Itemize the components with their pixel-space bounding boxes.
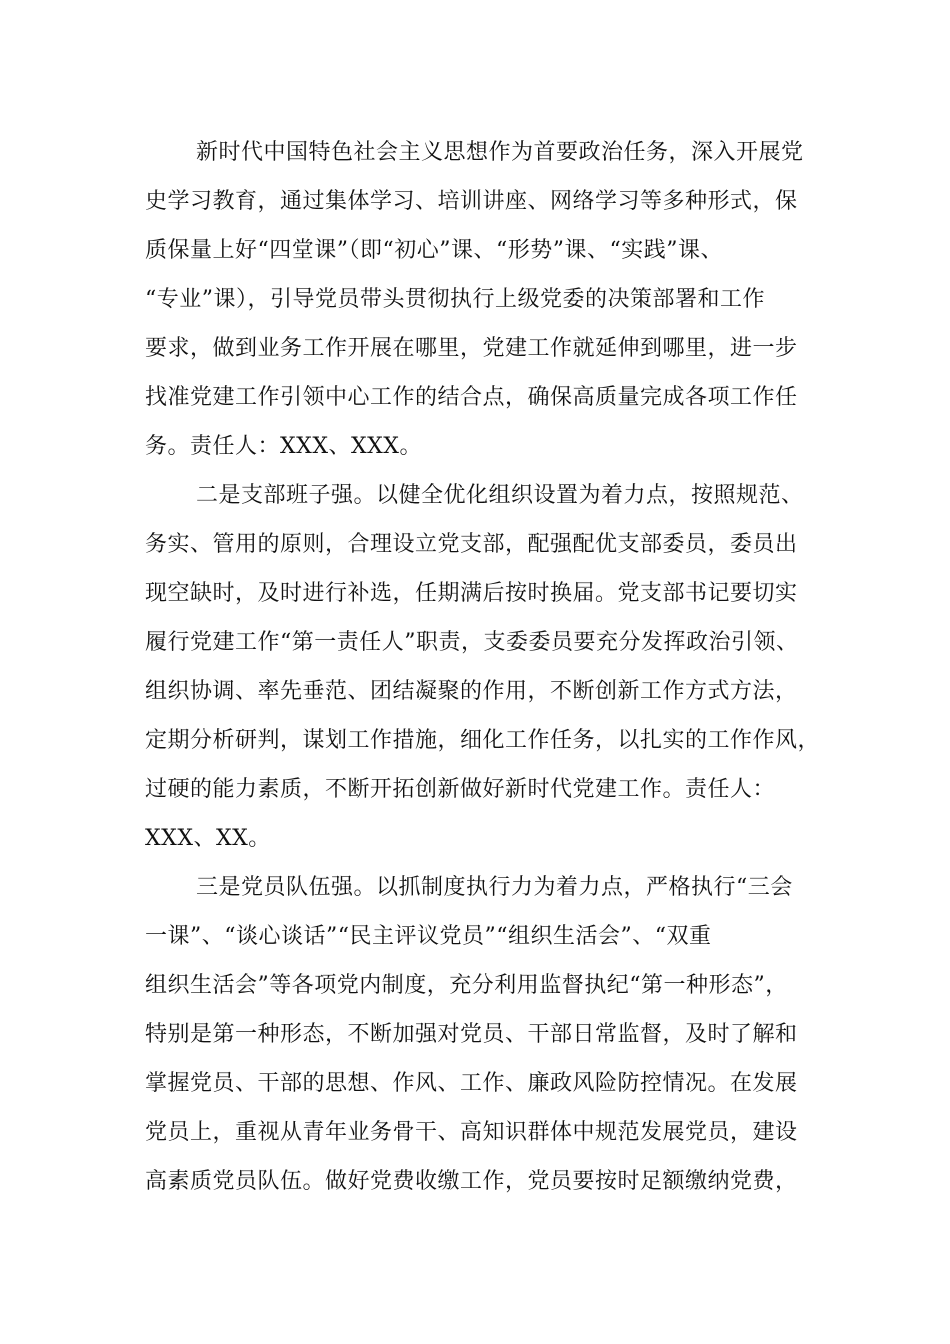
- paragraph-line: 一课”、“谈心谈话”“民主评议党员”“组织生活会”、“双重: [145, 924, 712, 949]
- paragraph-line: 党员上，重视从青年业务骨干、高知识群体中规范发展党员，建设: [145, 1120, 798, 1145]
- paragraph-line: 务。责任人：XXX、XXX。: [145, 434, 422, 459]
- paragraph-line: 三是党员队伍强。以抓制度执行力为着力点，严格执行“三会: [196, 875, 793, 900]
- paragraph-line: 二是支部班子强。以健全优化组织设置为着力点，按照规范、: [196, 483, 804, 508]
- paragraph-line: XXX、XX。: [145, 826, 271, 851]
- paragraph-line: 现空缺时，及时进行补选，任期满后按时换届。党支部书记要切实: [145, 581, 798, 606]
- paragraph-line: 高素质党员队伍。做好党费收缴工作，党员要按时足额缴纳党费，: [145, 1169, 798, 1194]
- paragraph-line: 定期分析研判，谋划工作措施，细化工作任务，以扎实的工作作风，: [145, 728, 821, 753]
- paragraph-line: 要求，做到业务工作开展在哪里，党建工作就延伸到哪里，进一步: [145, 336, 798, 361]
- paragraph-line: 过硬的能力素质，不断开拓创新做好新时代党建工作。责任人：: [145, 777, 776, 802]
- paragraph-line: 特别是第一种形态，不断加强对党员、干部日常监督，及时了解和: [145, 1022, 798, 1047]
- paragraph-line: 找准党建工作引领中心工作的结合点，确保高质量完成各项工作任: [145, 385, 798, 410]
- paragraph-line: 新时代中国特色社会主义思想作为首要政治任务，深入开展党: [196, 140, 804, 165]
- paragraph-line: 组织协调、率先垂范、团结凝聚的作用，不断创新工作方式方法，: [145, 679, 798, 704]
- paragraph-line: 履行党建工作“第一责任人”职责，支委委员要充分发挥政治引领、: [145, 630, 799, 655]
- paragraph-line: 掌握党员、干部的思想、作风、工作、廉政风险防控情况。在发展: [145, 1071, 798, 1096]
- paragraph-line: 组织生活会”等各项党内制度，充分利用监督执纪“第一种形态”，: [145, 973, 788, 998]
- paragraph-line: 务实、管用的原则，合理设立党支部，配强配优支部委员，委员出: [145, 532, 798, 557]
- paragraph-line: 史学习教育，通过集体学习、培训讲座、网络学习等多种形式，保: [145, 189, 798, 214]
- paragraph-line: 质保量上好“四堂课”（即“初心”课、“形势”课、“实践”课、: [145, 238, 723, 263]
- paragraph-line: “专业”课），引导党员带头贯彻执行上级党委的决策部署和工作: [145, 287, 765, 312]
